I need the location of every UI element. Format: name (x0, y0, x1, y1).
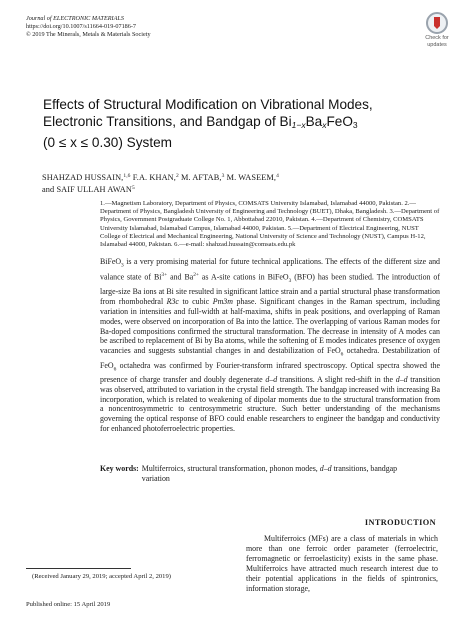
bookmark-icon (434, 17, 440, 26)
check-updates-label: Check for updates (425, 35, 449, 48)
introduction-heading: INTRODUCTION (364, 518, 436, 527)
introduction-body: Multiferroics (MFs) are a class of materials in which more than one ferroic order parameter (ferroelectric, ferromagnetic or ferroelasticity) exists in the same phase. Multiferroics have attracted much research interest due to their potential applications in the fields of spintronics, information storage, (246, 534, 438, 593)
keywords-label: Key words: (100, 464, 139, 473)
check-for-updates-badge[interactable] (415, 12, 459, 48)
check-updates-icon (426, 12, 448, 34)
footnote-divider (26, 568, 131, 569)
received-dates: (Received January 29, 2019; accepted April 2, 2019) (32, 573, 171, 580)
copyright-notice: © 2019 The Minerals, Metals & Materials Society (26, 31, 151, 38)
article-title: Effects of Structural Modification on Vibrational Modes, Electronic Transitions, and Bandgap of $Bi_{1-x}Ba_xFeO_3$ (0 ≤ x ≤ 0.30) System (43, 97, 373, 150)
author-list: SHAHZAD HUSSAIN,$^{1,6}$ F.A. KHAN,$^2$ M. AFTAB,$^3$ M. WASEEM,$^4$ and SAIF ULLAH AWAN$^5$ (42, 173, 279, 194)
keywords-text: Multiferroics, structural transformation, phonon modes, d–d transitions, bandgap variation (141, 464, 398, 483)
abstract: BiFeO$_3$ is a very promising material for future technical applications. The effects of the different size and valance state of $Bi^{3+}$ and $Ba^{2+}$ as A-site cations in BiFeO$_3$ (BFO) has been studied. The introduction of large-size Ba ions at Bi site resulted in significant lattice strain and a partial structural phase transformation from rhombohedral R3c to cubic Pm3m phase. Significant changes in the Raman spectrum, including variation in intensities and full-width at half-maxima, shifts in peak positions, and overlapping of Raman modes, were observed on incorporation of Ba into the lattice. The overlapping of various Raman modes for Ba-doped compositions confirmed the structural transformation. The decrease in intensity of A modes can be ascribed to replacement of Bi by Ba atoms, while the softening of E modes indicates presence of oxygen vacancies and suggests substantial changes in and destabilization of FeO$_6$ octahedra. Destabilization of FeO$_6$ octahedra was confirmed by Fourier-transform infrared spectroscopy. Optical spectra showed the presence of charge transfer and doubly degenerate d–d transitions. A slight red-shift in the d–d transition was observed, attributed to variation in the crystal field strength. The bandgap increased with increasing Ba incorporation, which is related to weakening of dipolar moments due to the structural transformation from a noncentrosymmetric to centrosymmetric structure. Such better understanding of the mechanisms governing the optical response of BFO could enable researchers to engineer the bandgap and conductivity for enhanced photoferroelectric properties. (100, 257, 441, 433)
keywords (100, 464, 440, 484)
journal-header (26, 15, 326, 39)
affiliations: 1.—Magnetism Laboratory, Department of Physics, COMSATS University Islamabad, Islamabad 44000, Pakistan. 2.—Department of Physics, Bangladesh University of Engineering and Technology (BUET), Dhaka, Bangladesh. 3.—Department of Physics, Government Postgraduate College No. 1, Abbottabad 22010, Pakistan. 4.—Department of Chemistry, COMSATS University Islamabad, Islamabad Campus, Islamabad 44000, Pakistan. 5.—Department of Electrical Engineering, NUST College of Electrical and Mechanical Engineering, National University of Science and Technology (NUST), Campus H-12, Islamabad 44000, Pakistan. 6.—e-mail: shahzad.hussain@comsats.edu.pk (100, 200, 440, 249)
journal-name: Journal of ELECTRONIC MATERIALS (26, 15, 124, 22)
doi-link[interactable]: https://doi.org/10.1007/s11664-019-07186-7 (26, 23, 136, 30)
published-date: Published online: 15 April 2019 (26, 601, 111, 608)
